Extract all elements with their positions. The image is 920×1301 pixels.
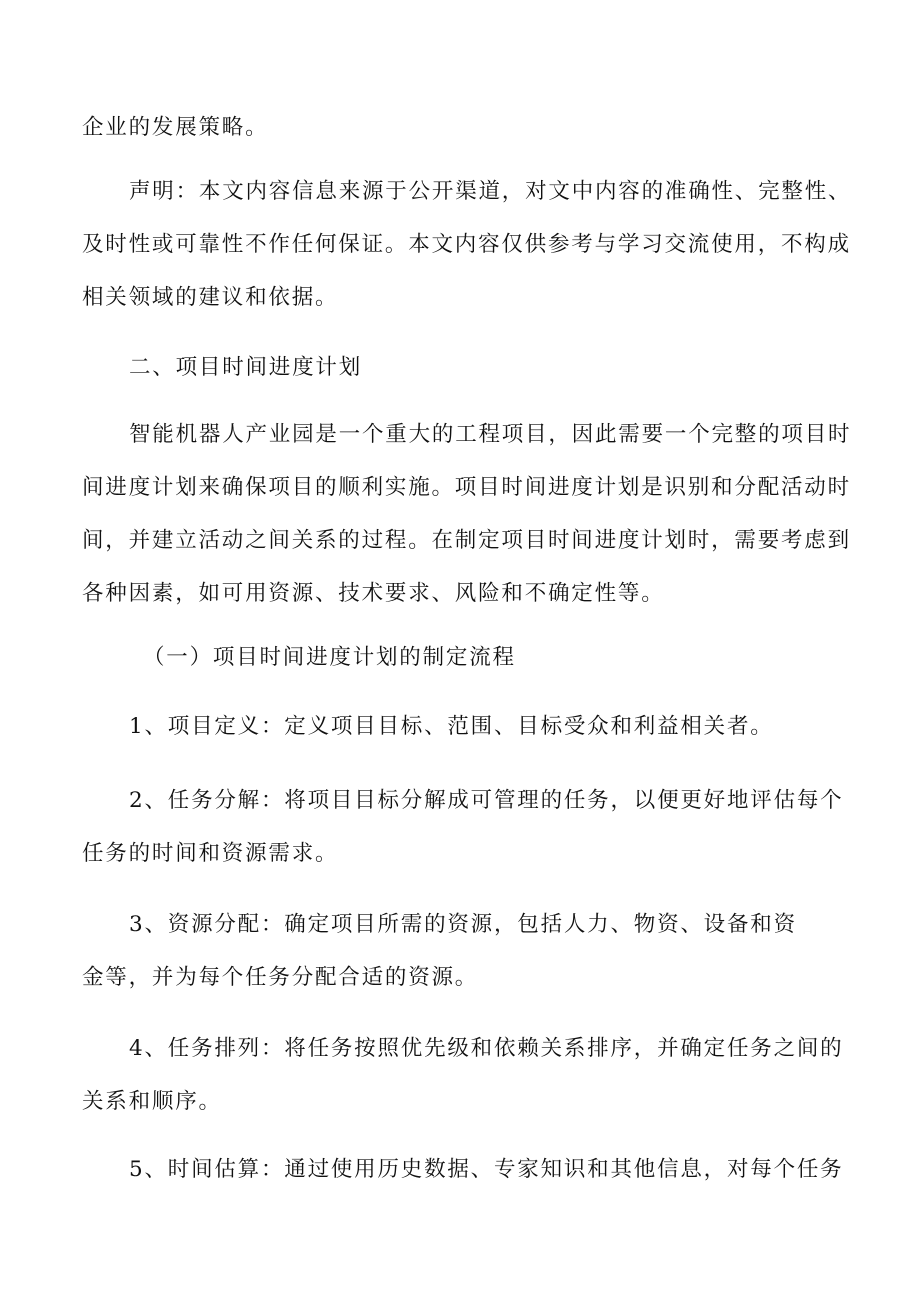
step-3-line-2: 金等，并为每个任务分配合适的资源。 — [82, 965, 479, 990]
step-3-line-1: 3、资源分配：确定项目所需的资源，包括人力、物资、设备和资 — [129, 912, 797, 937]
step-4-line-1: 4、任务排列：将任务按照优先级和依赖关系排序，并确定任务之间的 — [129, 1036, 844, 1061]
step-4-line-2: 关系和顺序。 — [82, 1089, 222, 1114]
subsection-title: （一）项目时间进度计划的制定流程 — [143, 645, 516, 670]
intro-tail-text: 企业的发展策略。 — [82, 115, 269, 140]
step-2-line-2: 任务的时间和资源需求。 — [82, 841, 339, 866]
section-intro-line-1: 智能机器人产业园是一个重大的工程项目，因此需要一个完整的项目时 — [129, 422, 852, 447]
section-intro-line-4: 各种因素，如可用资源、技术要求、风险和不确定性等。 — [82, 581, 665, 606]
statement-line-2: 及时性或可靠性不作任何保证。本文内容仅供参考与学习交流使用，不构成 — [82, 232, 851, 257]
section-intro-line-2: 间进度计划来确保项目的顺利实施。项目时间进度计划是识别和分配活动时 — [82, 475, 851, 500]
statement-line-1: 声明：本文内容信息来源于公开渠道，对文中内容的准确性、完整性、 — [129, 179, 852, 204]
step-5-line-1: 5、时间估算：通过使用历史数据、专家知识和其他信息，对每个任务 — [129, 1157, 844, 1182]
step-2-line-1: 2、任务分解：将项目目标分解成可管理的任务，以便更好地评估每个 — [129, 788, 844, 813]
section-title: 二、项目时间进度计划 — [129, 355, 363, 380]
section-intro-line-3: 间，并建立活动之间关系的过程。在制定项目时间进度计划时，需要考虑到 — [82, 528, 851, 553]
statement-line-3: 相关领域的建议和依据。 — [82, 285, 339, 310]
step-1-line-1: 1、项目定义：定义项目目标、范围、目标受众和利益相关者。 — [129, 714, 774, 739]
